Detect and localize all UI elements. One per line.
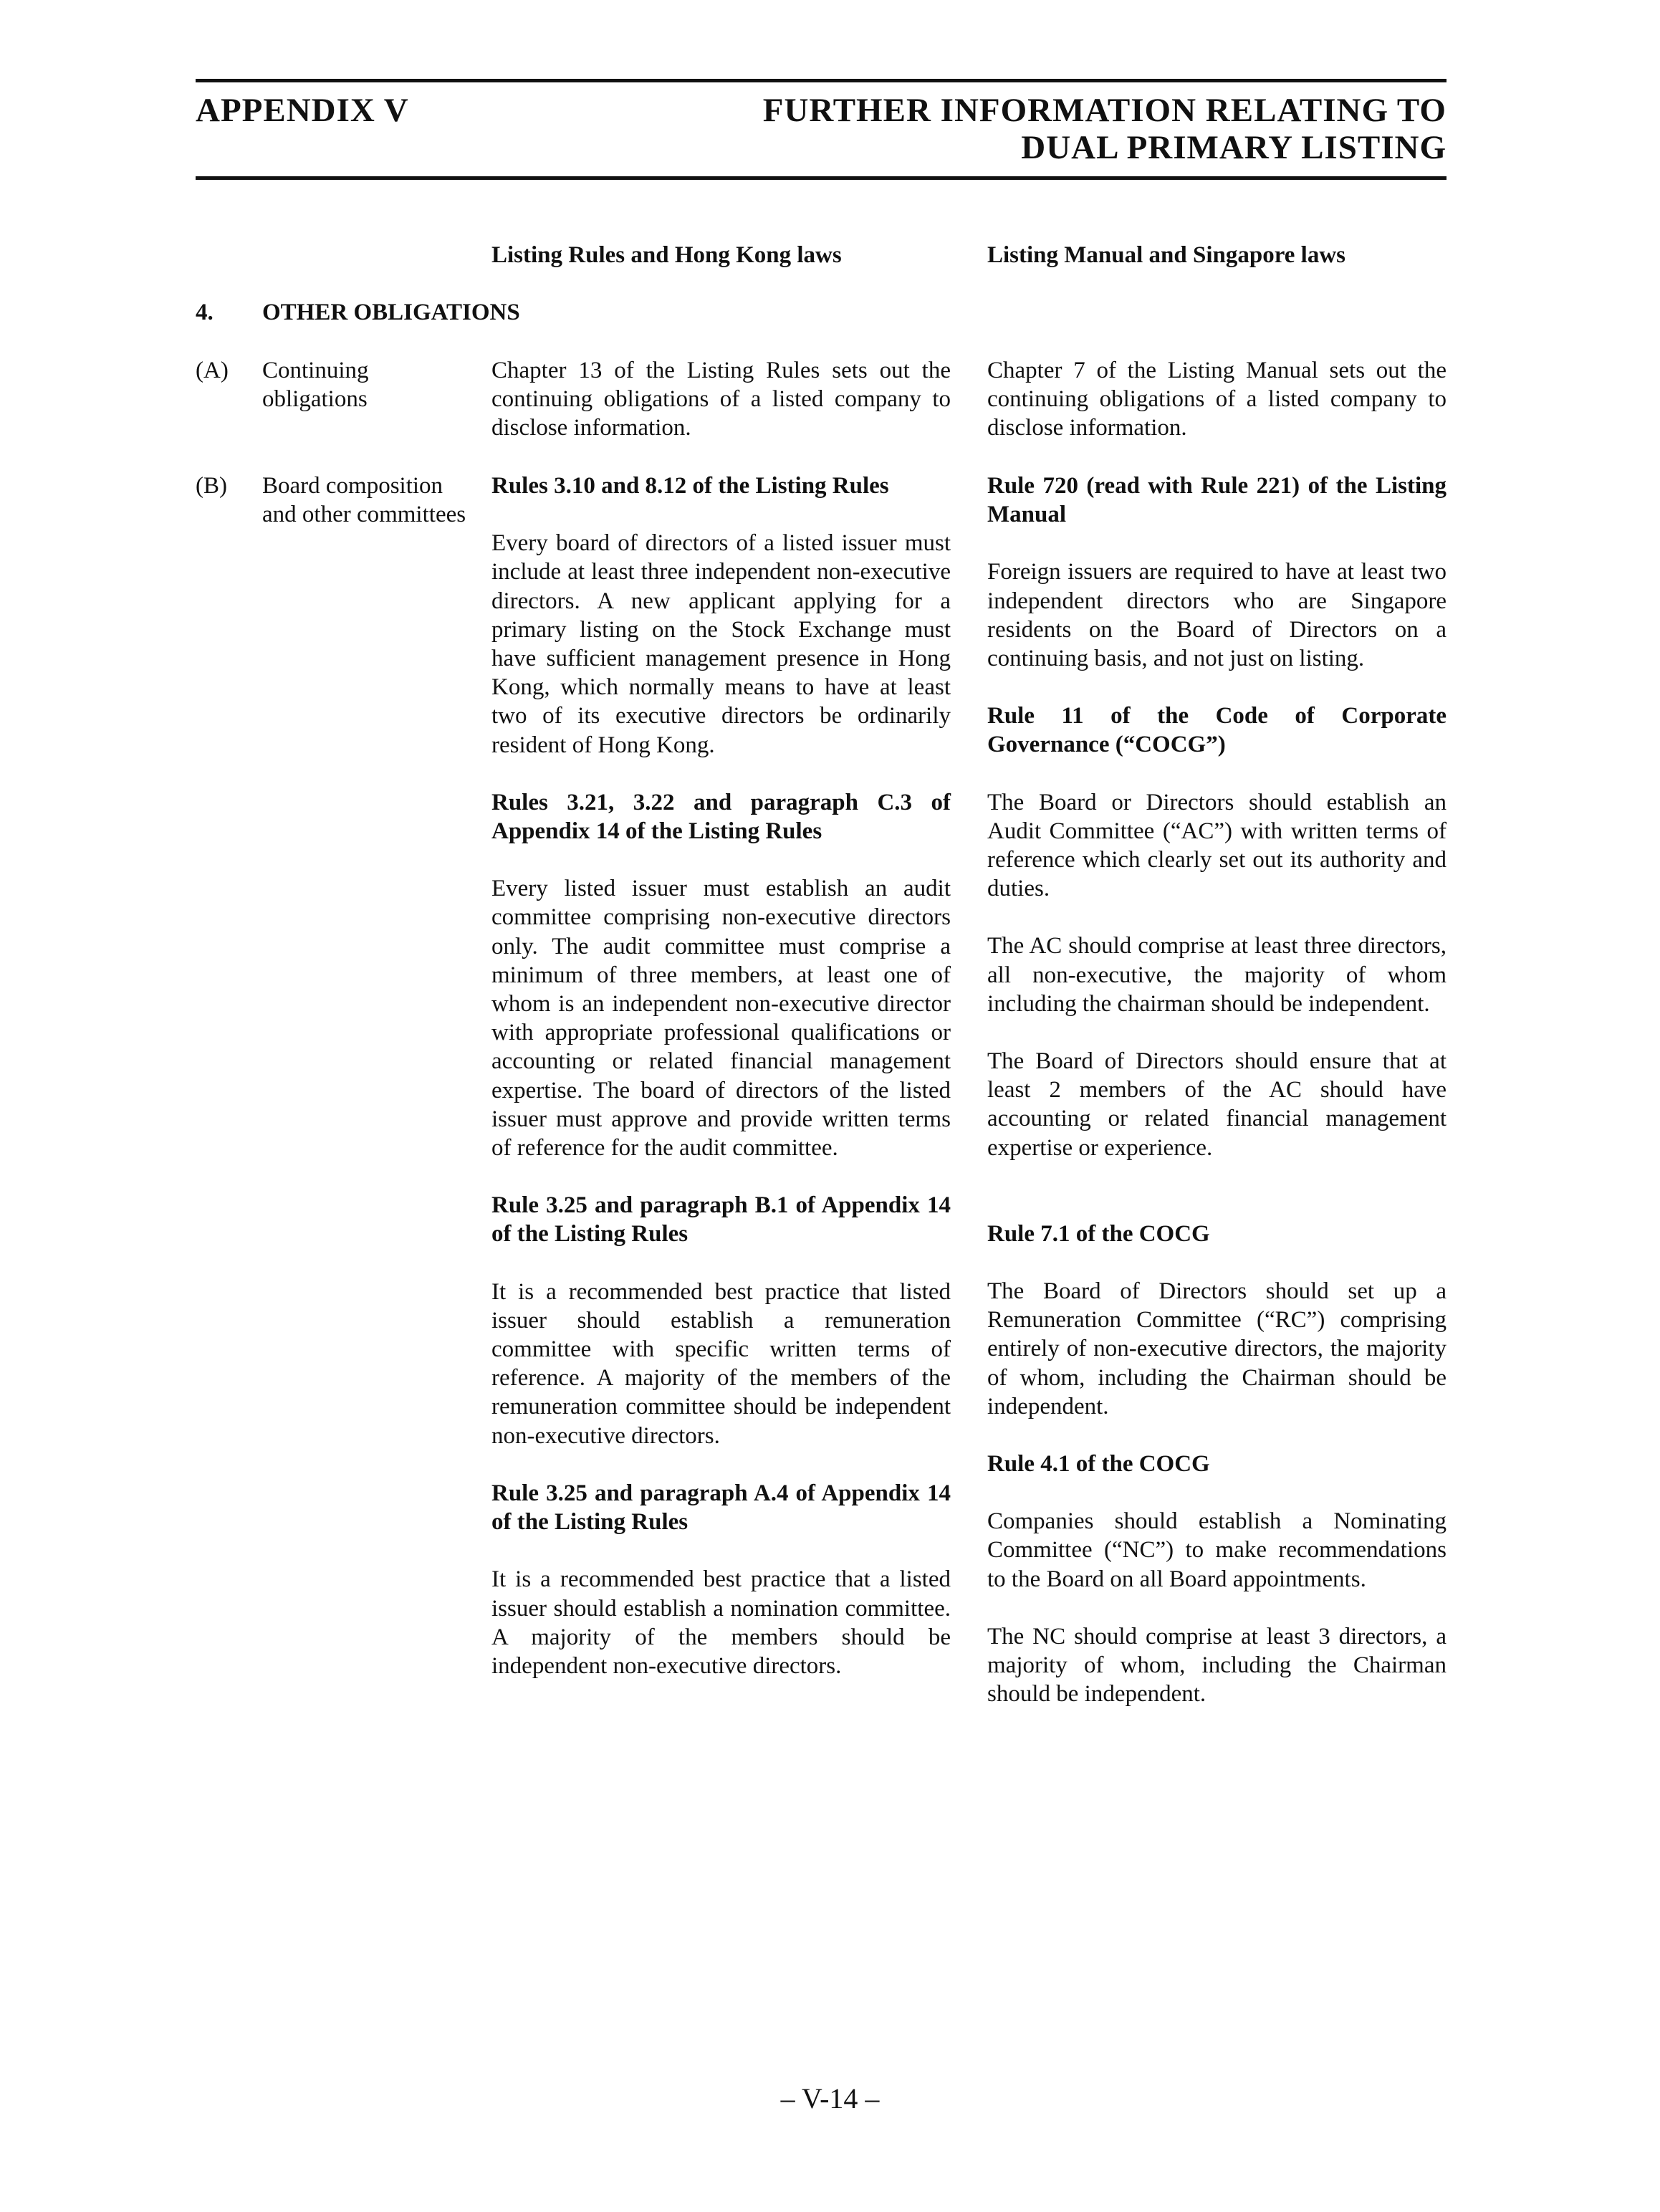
page-number: – V-14 – <box>780 2082 880 2115</box>
sg-rule-text: Companies should establish a Nominating Committee (“NC”) to make recommendations to the Board on all Board appointments. <box>987 1508 1446 1592</box>
hk-rule-heading: Rules 3.21, 3.22 and paragraph C.3 of Appendix 14 of the Listing Rules <box>491 789 951 845</box>
page-title-line-1: FURTHER INFORMATION RELATING TO <box>762 92 1446 129</box>
column-heading-singapore: Listing Manual and Singapore laws <box>987 242 1346 268</box>
sg-rule-text: The Board of Directors should ensure that at least 2 members of the AC should have accounting or related financial management expertise or experience. <box>987 1048 1446 1161</box>
item-b-hk-column <box>491 471 951 1680</box>
section-number: 4. <box>196 300 214 325</box>
item-a-letter: (A) <box>196 358 229 383</box>
hk-rule-text: It is a recommended best practice that listed issuer should establish a remuneration committee with specific written terms of reference. A majority of the members of the remuneration committee should be independent non-executive directors. <box>491 1278 951 1449</box>
item-b-label: Board composition and other committees <box>262 473 466 527</box>
sg-rule-text: The Board of Directors should set up a Remuneration Committee (“RC”) comprising entirely of non-executive directors, the majority of whom, including the Chairman should be independent. <box>987 1278 1446 1419</box>
sg-rule-heading: Rule 4.1 of the COCG <box>987 1451 1210 1478</box>
item-a-label: Continuing obligations <box>262 358 369 412</box>
sg-rule-text: Foreign issuers are required to have at least two independent directors who are Singapore residents on the Board of Directors on a continuing basis, and not just on listing. <box>987 559 1446 672</box>
item-b-sg-column <box>987 471 1446 1709</box>
hk-rule-heading: Rules 3.10 and 8.12 of the Listing Rules <box>491 473 889 499</box>
sg-rule-heading: Rule 11 of the Code of Corporate Governance (“COCG”) <box>987 703 1446 758</box>
page-title <box>763 92 1446 166</box>
column-heading-hong-kong: Listing Rules and Hong Kong laws <box>491 242 842 268</box>
page-title-line-2: DUAL PRIMARY LISTING <box>1021 129 1446 166</box>
header-top-rule <box>196 79 1446 82</box>
hk-rule-text: Every board of directors of a listed issuer must include at least three independent non-executive directors. A new applicant applying for a primary listing on the Stock Exchange must have sufficient management presence in Hong Kong, which normally means to have at least two of its executive directors be ordinarily resident of Hong Kong. <box>491 530 951 758</box>
appendix-label: APPENDIX V <box>196 92 409 129</box>
sg-rule-heading: Rule 720 (read with Rule 221) of the Listing Manual <box>987 473 1446 528</box>
sg-rule-text: The NC should comprise at least 3 directors, a majority of whom, including the Chairman should be independent. <box>987 1623 1446 1708</box>
sg-rule-text: The Board or Directors should establish an Audit Committee (“AC”) with written terms of reference which clearly set out its authority and duties. <box>987 789 1446 902</box>
sg-rule-text: The AC should comprise at least three directors, all non-executive, the majority of whom including the chairman should be independent. <box>987 933 1446 1017</box>
item-a-sg-column <box>987 356 1446 443</box>
sg-rule-heading: Rule 7.1 of the COCG <box>987 1220 1210 1247</box>
section-title: OTHER OBLIGATIONS <box>262 300 520 325</box>
item-a-hk-column <box>491 356 951 443</box>
item-a-hk-paragraph: Chapter 13 of the Listing Rules sets out the continuing obligations of a listed company to disclose information. <box>491 358 951 441</box>
hk-rule-text: It is a recommended best practice that a listed issuer should establish a nomination committee. A majority of the members should be independent non-executive directors. <box>491 1566 951 1679</box>
header-bottom-rule <box>196 176 1446 180</box>
hk-rule-heading: Rule 3.25 and paragraph B.1 of Appendix 14 of the Listing Rules <box>491 1192 951 1248</box>
hk-rule-text: Every listed issuer must establish an audit committee comprising non-executive directors only. The audit committee must comprise a minimum of three members, at least one of whom is an independent non-executive director with appropriate professional qualifications or accounting or related financial management expertise. The board of directors of the listed issuer must approve and provide written terms of reference for the audit committee. <box>491 876 951 1162</box>
item-b-letter: (B) <box>196 473 227 499</box>
hk-rule-heading: Rule 3.25 and paragraph A.4 of Appendix 14 of the Listing Rules <box>491 1480 951 1536</box>
item-a-sg-paragraph: Chapter 7 of the Listing Manual sets out the continuing obligations of a listed company to disclose information. <box>987 358 1446 441</box>
